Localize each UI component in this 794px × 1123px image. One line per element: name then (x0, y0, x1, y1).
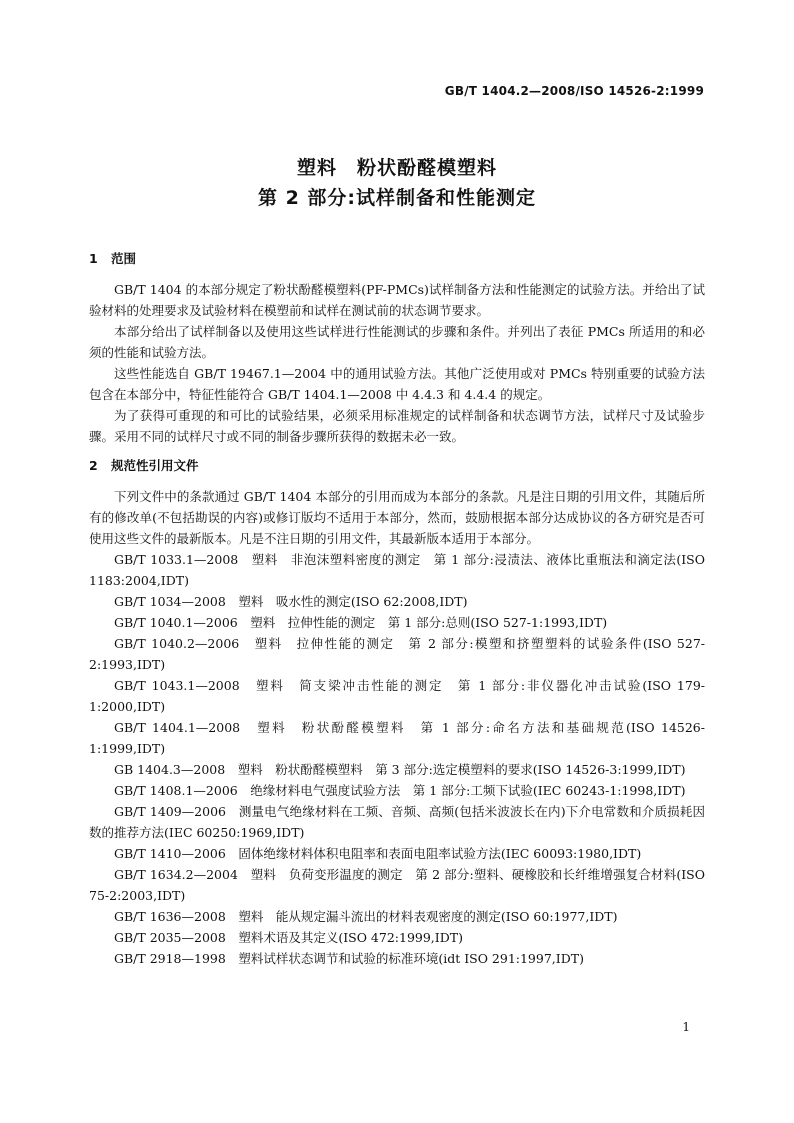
paragraph: 本部分给出了试样制备以及使用这些试样进行性能测试的步骤和条件。并列出了表征 PMCs 所适用的和必须的性能和试验方法。 (89, 324, 705, 360)
standard-code-header: GB/T 1404.2—2008/ISO 14526-2:1999 (444, 84, 704, 98)
section-number: 2 (89, 458, 98, 473)
page-number: 1 (682, 1020, 690, 1034)
section-title: 范围 (111, 251, 137, 266)
reference-item: GB/T 1033.1—2008 塑料 非泡沫塑料密度的测定 第 1 部分:浸渍法、液体比重瓶法和滴定法(ISO 1183:2004,IDT) (89, 552, 705, 588)
section-number: 1 (89, 251, 98, 266)
paragraph: 为了获得可重现的和可比的试验结果，必须采用标准规定的试样制备和状态调节方法，试样尺寸及试验步骤。采用不同的试样尺寸或不同的制备步骤所获得的数据未必一致。 (89, 408, 705, 444)
section-heading-scope (89, 248, 705, 270)
reference-item: GB/T 2035—2008 塑料术语及其定义(ISO 472:1999,IDT) (114, 930, 463, 945)
reference-item: GB/T 1404.1—2008 塑料 粉状酚醛模塑料 第 1 部分:命名方法和基础规范(ISO 14526-1:1999,IDT) (89, 720, 705, 756)
paragraph: 下列文件中的条款通过 GB/T 1404 本部分的引用而成为本部分的条款。凡是注日期的引用文件，其随后所有的修改单(不包括勘误的内容)或修订版均不适用于本部分，然而，鼓励根据本部分达成协议的各方研究是否可使用这些文件的最新版本。凡是不注日期的引用文件，其最新版本适用于本部分。 (89, 489, 705, 546)
paragraph: GB/T 1404 的本部分规定了粉状酚醛模塑料(PF-PMCs)试样制备方法和性能测定的试验方法。并给出了试验材料的处理要求及试验材料在模塑前和试样在测试前的状态调节要求。 (89, 282, 705, 318)
reference-item: GB/T 1040.2—2006 塑料 拉伸性能的测定 第 2 部分:模塑和挤塑塑料的试验条件(ISO 527-2:1993,IDT) (89, 636, 705, 672)
reference-item: GB/T 1408.1—2006 绝缘材料电气强度试验方法 第 1 部分:工频下试验(IEC 60243-1:1998,IDT) (114, 783, 686, 798)
reference-item: GB/T 1634.2—2004 塑料 负荷变形温度的测定 第 2 部分:塑料、硬橡胶和长纤维增强复合材料(ISO 75-2:2003,IDT) (89, 867, 705, 903)
reference-item: GB/T 2918—1998 塑料试样状态调节和试验的标准环境(idt ISO 291:1997,IDT) (114, 951, 584, 966)
document-body (89, 248, 705, 969)
paragraph: 这些性能选自 GB/T 19467.1—2004 中的通用试验方法。其他广泛使用或对 PMCs 特别重要的试验方法包含在本部分中，特征性能符合 GB/T 1404.1—2008 中 4.4.3 和 4.4.4 的规定。 (89, 366, 705, 402)
document-title-line1: 塑料 粉状酚醛模塑料 (296, 157, 497, 179)
reference-item: GB/T 1409—2006 测量电气绝缘材料在工频、音频、高频(包括米波波长在内)下介电常数和介质损耗因数的推荐方法(IEC 60250:1969,IDT) (89, 804, 705, 840)
reference-item: GB/T 1043.1—2008 塑料 简支梁冲击性能的测定 第 1 部分:非仪器化冲击试验(ISO 179-1:2000,IDT) (89, 678, 705, 714)
document-title-line2: 第 2 部分:试样制备和性能测定 (257, 187, 537, 209)
reference-item: GB 1404.3—2008 塑料 粉状酚醛模塑料 第 3 部分:选定模塑料的要求(ISO 14526-3:1999,IDT) (114, 762, 686, 777)
reference-item: GB/T 1034—2008 塑料 吸水性的测定(ISO 62:2008,IDT) (114, 594, 468, 609)
reference-item: GB/T 1040.1—2006 塑料 拉伸性能的测定 第 1 部分:总则(ISO 527-1:1993,IDT) (114, 615, 608, 630)
reference-item: GB/T 1636—2008 塑料 能从规定漏斗流出的材料表观密度的测定(ISO 60:1977,IDT) (114, 909, 618, 924)
section-heading-normative-references (89, 455, 705, 477)
section-title: 规范性引用文件 (111, 458, 199, 473)
reference-item: GB/T 1410—2006 固体绝缘材料体积电阻率和表面电阻率试验方法(IEC 60093:1980,IDT) (114, 846, 642, 861)
